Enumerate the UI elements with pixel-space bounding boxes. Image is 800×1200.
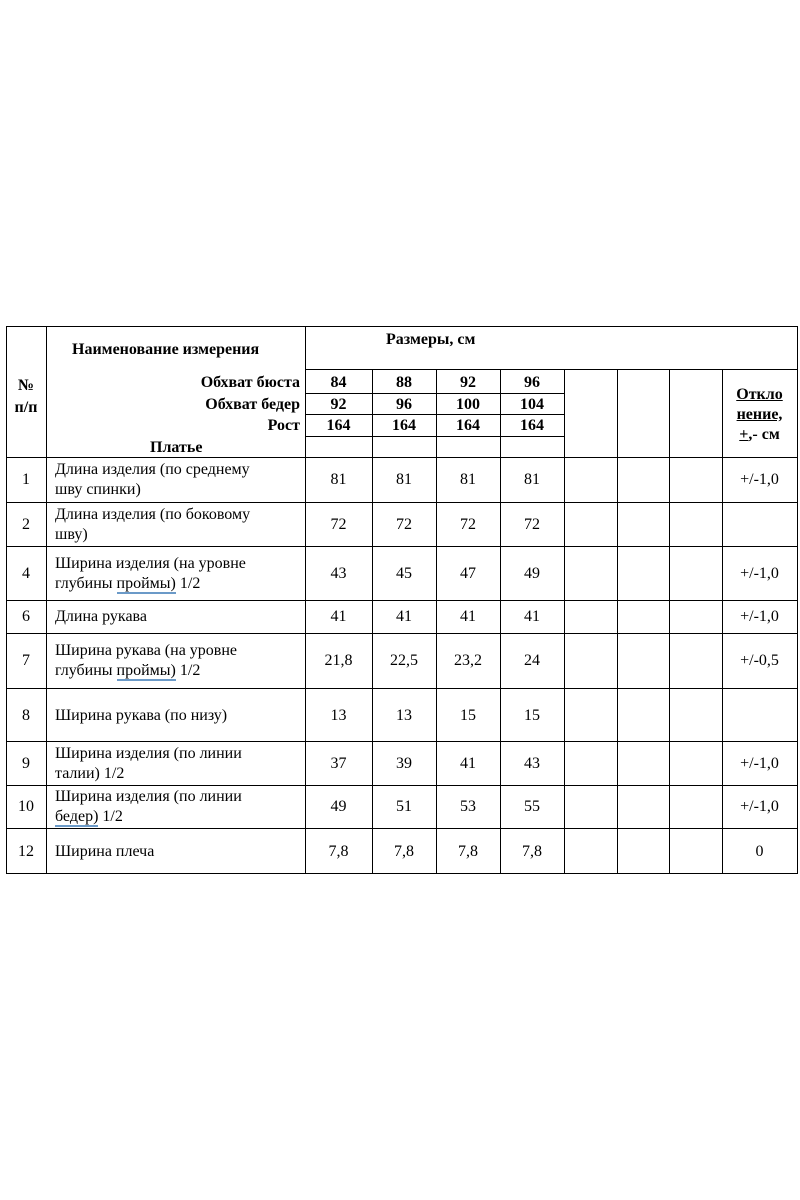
row-number: 4: [22, 565, 30, 582]
sizes-header: Размеры, см: [386, 331, 476, 348]
row-line: [6, 828, 798, 829]
value-cell: 7,8: [328, 843, 349, 860]
deviation-header: Откло нение, +,- см: [736, 386, 783, 443]
col-line: [564, 369, 565, 874]
header-line: [305, 393, 565, 394]
col-line: [617, 369, 618, 874]
col-line: [797, 326, 798, 874]
size-bust-value: 96: [524, 374, 540, 391]
value-cell: 24: [524, 652, 540, 669]
row-number: 9: [22, 755, 30, 772]
value-cell: 41: [524, 608, 540, 625]
height-label: Рост: [267, 417, 300, 434]
deviation-cell: +/-1,0: [740, 755, 779, 772]
row-number: 8: [22, 707, 30, 724]
value-cell: 43: [330, 565, 347, 582]
value-cell: 81: [524, 471, 540, 488]
col-line: [669, 369, 670, 874]
deviation-cell: +/-1,0: [740, 798, 779, 815]
size-height-value: 164: [392, 417, 416, 434]
value-cell: 43: [524, 755, 540, 772]
measurement-name: Длина изделия (по среднему шву спинки): [55, 461, 250, 498]
size-hips-value: 96: [396, 396, 412, 413]
row-line: [6, 546, 798, 547]
value-cell: 49: [330, 798, 347, 815]
value-cell: 81: [330, 471, 347, 488]
value-cell: 81: [460, 471, 476, 488]
col-line: [46, 326, 47, 874]
row-number: 1: [22, 471, 30, 488]
value-cell: 55: [524, 798, 540, 815]
row-number: 10: [18, 798, 34, 815]
row-number: 12: [18, 843, 34, 860]
header-line: [305, 436, 565, 437]
measurement-name: Ширина изделия (по линии бедер) 1/2: [55, 788, 242, 825]
value-cell: 47: [460, 565, 476, 582]
deviation-cell: +/-1,0: [740, 471, 779, 488]
row-line: [6, 688, 798, 689]
row-number: 6: [22, 608, 30, 625]
measurement-name: Ширина плеча: [55, 843, 155, 860]
row-line: [6, 502, 798, 503]
measurement-name: Ширина рукава (на уровне глубины проймы) 1/2: [55, 642, 238, 679]
value-cell: 22,5: [390, 652, 418, 669]
measurement-name: Ширина рукава (по низу): [55, 707, 228, 724]
value-cell: 51: [396, 798, 412, 815]
size-height-value: 164: [520, 417, 544, 434]
value-cell: 72: [524, 516, 540, 533]
size-bust-value: 92: [460, 374, 476, 391]
value-cell: 7,8: [458, 843, 478, 860]
size-height-value: 164: [326, 417, 351, 434]
value-cell: 72: [460, 516, 476, 533]
measurement-name-header: Наименование измерения: [72, 341, 260, 358]
value-cell: 41: [396, 608, 412, 625]
row-number-header: № п/п: [14, 377, 38, 416]
row-line: [6, 633, 798, 634]
value-cell: 23,2: [454, 652, 482, 669]
row-number: 2: [22, 516, 30, 533]
garment-label: Платье: [150, 439, 203, 456]
value-cell: 13: [330, 707, 347, 724]
value-cell: 41: [460, 755, 476, 772]
value-cell: 7,8: [394, 843, 414, 860]
deviation-cell: +/-0,5: [740, 652, 779, 669]
row-line: [6, 785, 798, 786]
value-cell: 81: [396, 471, 412, 488]
row-line: [6, 873, 798, 874]
row-line: [6, 457, 798, 458]
deviation-cell: +/-1,0: [740, 608, 779, 625]
size-height-value: 164: [456, 417, 480, 434]
value-cell: 72: [396, 516, 412, 533]
deviation-cell: 0: [755, 843, 764, 860]
deviation-cell: +/-1,0: [740, 565, 779, 582]
table-border-top: [6, 326, 798, 327]
value-cell: 49: [524, 565, 540, 582]
size-hips-value: 104: [520, 396, 544, 413]
size-hips-value: 92: [330, 396, 347, 413]
bust-label: Обхват бюста: [200, 374, 300, 391]
row-number: 7: [22, 652, 30, 669]
hips-label: Обхват бедер: [205, 396, 300, 413]
size-hips-value: 100: [456, 396, 480, 413]
measurement-name: Ширина изделия (на уровне глубины проймы) 1/2: [55, 555, 246, 592]
header-line: [305, 369, 797, 370]
value-cell: 15: [460, 707, 476, 724]
measurement-name: Ширина изделия (по линии талии) 1/2: [55, 745, 242, 782]
header-line: [722, 457, 797, 458]
value-cell: 53: [460, 798, 476, 815]
value-cell: 15: [524, 707, 540, 724]
row-line: [6, 741, 798, 742]
size-bust-value: 88: [396, 374, 412, 391]
value-cell: 13: [396, 707, 412, 724]
value-cell: 41: [330, 608, 347, 625]
measurement-name: Длина изделия (по боковому шву): [55, 506, 251, 543]
value-cell: 39: [396, 755, 412, 772]
value-cell: 72: [330, 516, 347, 533]
value-cell: 45: [396, 565, 412, 582]
measurement-name: Длина рукава: [55, 608, 147, 625]
row-line: [6, 600, 798, 601]
size-bust-value: 84: [330, 374, 347, 391]
value-cell: 37: [330, 755, 347, 772]
value-cell: 21,8: [324, 652, 353, 669]
value-cell: 7,8: [522, 843, 542, 860]
value-cell: 41: [460, 608, 476, 625]
